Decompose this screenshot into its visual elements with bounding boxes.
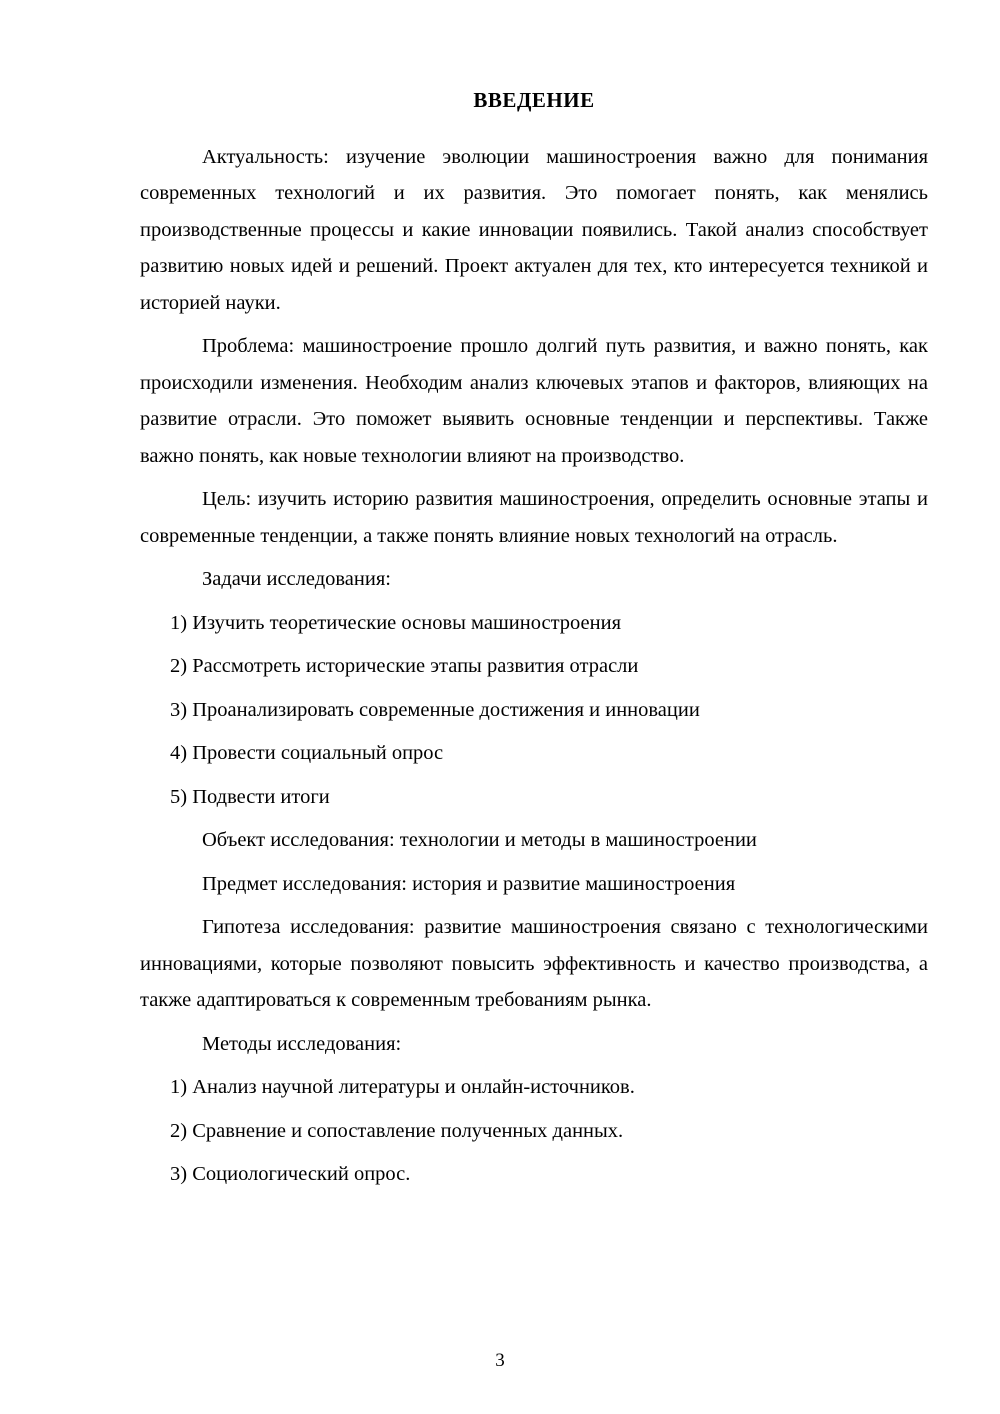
task-item-2: 2) Рассмотреть исторические этапы развития отрасли (170, 655, 639, 678)
task-item-5: 5) Подвести итоги (170, 785, 330, 808)
method-item-1: 1) Анализ научной литературы и онлайн-источников. (170, 1076, 635, 1099)
object-of-research: Объект исследования: технологии и методы в машиностроении (202, 829, 757, 852)
method-item-2: 2) Сравнение и сопоставление полученных данных. (170, 1119, 624, 1142)
task-item-3: 3) Проанализировать современные достижения и инновации (170, 698, 700, 721)
paragraph-goal: Цель: изучить историю развития машиностроения, определить основные этапы и современные тенденции, а также понять влияние новых технологий на отрасль. (140, 488, 928, 547)
page-title: ВВЕДЕНИЕ (473, 88, 595, 112)
task-item-4: 4) Провести социальный опрос (170, 742, 444, 765)
subject-of-research: Предмет исследования: история и развитие машиностроения (202, 872, 736, 895)
paragraph-hypothesis: Гипотеза исследования: развитие машиностроения связано с технологическими инновациями, которые позволяют повысить эффективность и качество производства, а также адаптироваться к современным требованиям рынка. (140, 916, 928, 1012)
task-item-1: 1) Изучить теоретические основы машиностроения (170, 611, 621, 634)
method-item-3: 3) Социологический опрос. (170, 1163, 411, 1186)
paragraph-relevance: Актуальность: изучение эволюции машиностроения важно для понимания современных технологий и их развития. Это помогает понять, как менялись производственные процессы и какие инновации появились. Такой анализ способствует развитию новых идей и решений. Проект актуален для тех, кто интересуется техникой и историей науки. (140, 146, 928, 314)
page-number: 3 (495, 1350, 505, 1371)
paragraph-problem: Проблема: машиностроение прошло долгий путь развития, и важно понять, как происходили изменения. Необходим анализ ключевых этапов и факторов, влияющих на развитие отрасли. Это поможет выявить основные тенденции и перспективы. Также важно понять, как новые технологии влияют на производство. (140, 335, 928, 467)
methods-heading: Методы исследования: (202, 1032, 402, 1055)
tasks-heading: Задачи исследования: (202, 568, 391, 591)
